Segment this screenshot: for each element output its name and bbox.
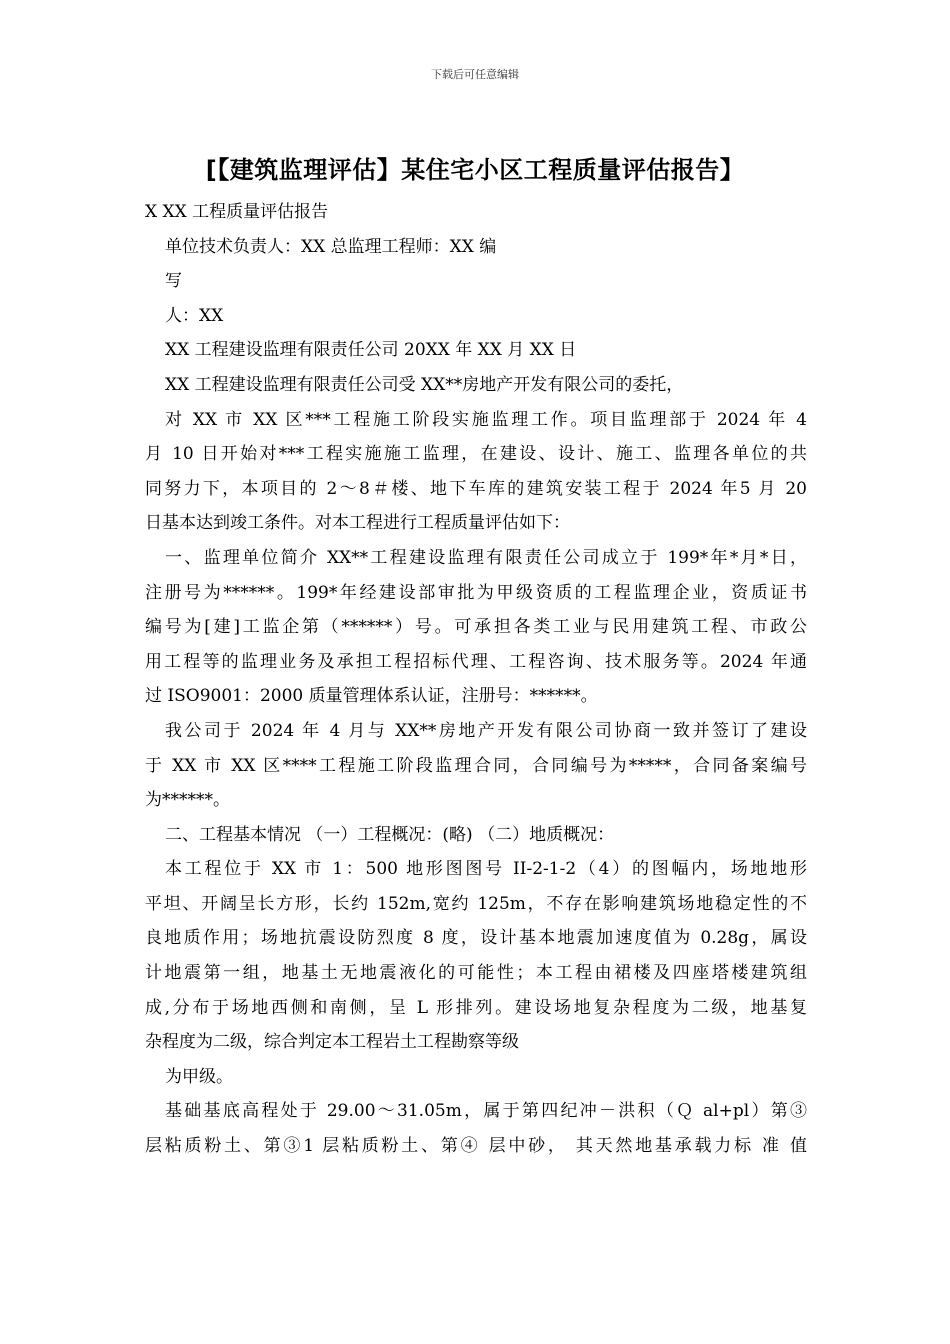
body-line: 用工程等的监理业务及承担工程招标代理、工程咨询、技术服务等。2024 年通 xyxy=(145,651,807,672)
body-line: 本工程位于 XX 市 1：500 地形图图号 II-2-1-2（4）的图幅内，场地地形 xyxy=(165,859,807,880)
body-line: 写 xyxy=(165,271,182,292)
body-line: 计地震第一组，地基土无地震液化的可能性；本工程由裙楼及四座塔楼建筑组 xyxy=(145,963,807,984)
body-line: XX 工程建设监理有限责任公司受 XX**房地产开发有限公司的委托， xyxy=(165,374,684,395)
body-line: 于 XX 市 XX 区****工程施工阶段监理合同，合同编号为*****，合同备案编号 xyxy=(145,755,807,776)
body-line: 杂程度为二级，综合判定本工程岩土工程勘察等级 xyxy=(145,1032,519,1053)
body-line: 平坦、开阔呈长方形，长约 152m,宽约 125m，不存在影响建筑场地稳定性的不 xyxy=(145,893,807,914)
body-line: 为甲级。 xyxy=(165,1066,233,1087)
body-line: X XX 工程质量评估报告 xyxy=(145,202,329,222)
body-line: 基础基底高程处于 29.00～31.05m，属于第四纪冲－洪积（Ｑ al+pl）第③ xyxy=(165,1101,807,1122)
body-line: 单位技术负责人：XX 总监理工程师：XX 编 xyxy=(165,236,497,257)
body-line: 同努力下，本项目的 2～8＃楼、地下车库的建筑安装工程于 2024 年5 月 20 xyxy=(145,478,807,499)
body-line: 过 ISO9001：2000 质量管理体系认证，注册号：******。 xyxy=(145,686,598,707)
body-line: 层粘质粉土、第③1 层粘质粉土、第④ 层中砂， 其天然地基承载力标 准 值 xyxy=(145,1136,807,1157)
body-line: XX 工程建设监理有限责任公司 20XX 年 XX 月 XX 日 xyxy=(165,340,577,361)
body-line: 对 XX 市 XX 区***工程施工阶段实施监理工作。项目监理部于 2024 年 4 xyxy=(165,409,807,430)
body-line: 月 10 日开始对***工程实施施工监理，在建设、设计、施工、监理各单位的共 xyxy=(145,444,807,465)
document-title: [【建筑监理评估】某住宅小区工程质量评估报告】 xyxy=(205,156,745,184)
body-line: 成,分布于场地西侧和南侧，呈 L 形排列。建设场地复杂程度为二级，地基复 xyxy=(145,997,807,1018)
body-line: 我公司于 2024 年 4 月与 XX**房地产开发有限公司协商一致并签订了建设 xyxy=(165,720,807,741)
body-line: 二、工程基本情况 （一）工程概况：(略) （二）地质概况： xyxy=(165,824,615,845)
body-line: 良地质作用；场地抗震设防烈度 8 度，设计基本地震加速度值为 0.28g，属设 xyxy=(145,928,807,949)
body-line: 人：XX xyxy=(165,305,224,326)
body-line: 编号为[建]工监企第（******）号。可承担各类工业与民用建筑工程、市政公 xyxy=(145,617,807,638)
body-line: 一、监理单位简介 XX**工程建设监理有限责任公司成立于 199*年*月*日， xyxy=(165,547,807,568)
document-body xyxy=(145,195,807,1164)
body-line: 日基本达到竣工条件。对本工程进行工程质量评估如下： xyxy=(145,513,570,534)
body-line: 注册号为******。199*年经建设部审批为甲级资质的工程监理企业，资质证书 xyxy=(145,582,807,603)
page-header-note: 下载后可任意编辑 xyxy=(431,68,519,81)
body-line: 为******。 xyxy=(145,790,230,811)
